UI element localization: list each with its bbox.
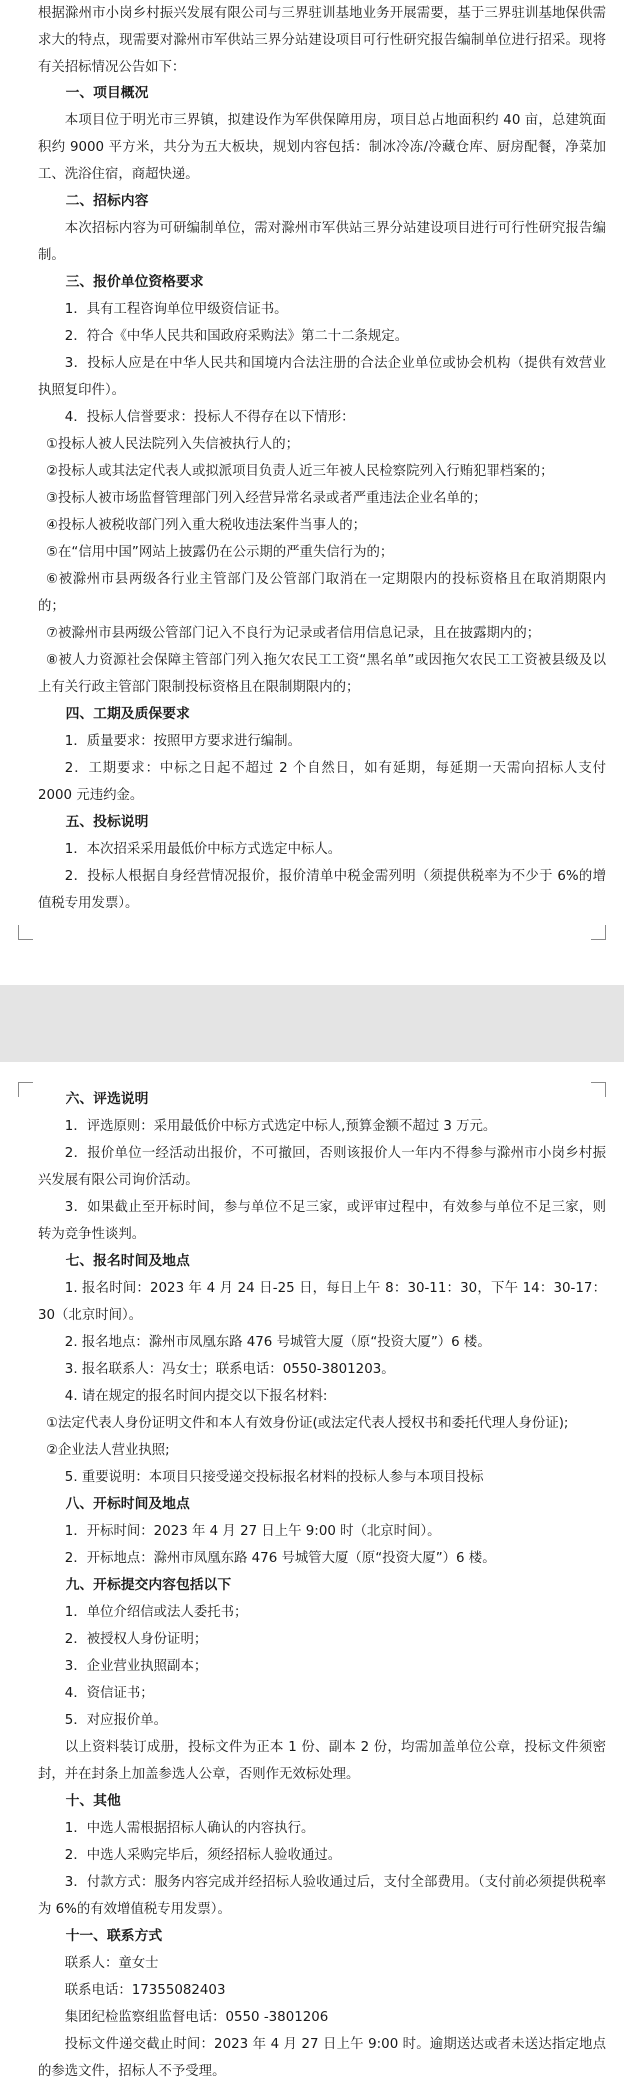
bidding-note-item: 1．本次招采采用最低价中标方式选定中标人。 (64, 842, 342, 857)
registration-material-item: ①法定代表人身份证明文件和本人有效身份证(或法定代表人授权书和委托代理人身份证); (46, 1416, 569, 1431)
registration-item: 2. 报名地点：滁州市凤凰东路 476 号城管大厦（原“投资大厦”）6 楼。 (64, 1335, 491, 1350)
requirement-item: 1．具有工程咨询单位甲级资信证书。 (64, 302, 288, 317)
requirement-item: 2．符合《中华人民共和国政府采购法》第二十二条规定。 (64, 329, 409, 344)
credit-condition-item: ①投标人被人民法院列入失信被执行人的； (46, 437, 300, 452)
supervision-phone: 集团纪检监察组监督电话：0550 -3801206 (64, 2010, 329, 2025)
evaluation-item: 3．如果截止至开标时间，参与单位不足三家，或评审过程中，有效参与单位不足三家，则转为竞争性谈判。 (38, 1200, 606, 1242)
submission-item: 3．企业营业执照副本； (64, 1659, 208, 1674)
schedule-item: 2．工期要求：中标之日起不超过 2 个自然日，如有延期，每延期一天需向招标人支付 2000 元违约金。 (38, 761, 606, 803)
project-overview-paragraph: 本项目位于明光市三界镇，拟建设作为军供保障用房，项目总占地面积约 40 亩，总建筑面积约 9000 平方米，共分为五大板块，规划内容包括：制冰冷冻/冷藏仓库、厨房配餐，净菜加工、洗浴住宿，商超快递。 (38, 113, 606, 182)
requirement-item: 4．投标人信誉要求：投标人不得存在以下情形： (64, 410, 355, 425)
credit-condition-item: ②投标人或其法定代表人或拟派项目负责人近三年被人民检察院列入行贿犯罪档案的； (46, 464, 554, 479)
opening-item: 1．开标时间：2023 年 4 月 27 日上午 9:00 时（北京时间）。 (64, 1524, 441, 1539)
other-item: 2．中选人采购完毕后，须经招标人验收通过。 (64, 1848, 342, 1863)
contact-phone: 联系电话：17355082403 (64, 1983, 226, 1998)
section-heading-11: 十一、联系方式 (65, 1928, 163, 1944)
credit-condition-item: ⑦被滁州市县两级公管部门记入不良行为记录或者信用信息记录，且在披露期内的； (46, 626, 541, 641)
contact-person: 联系人：童女士 (64, 1956, 159, 1971)
credit-condition-item: ③投标人被市场监督管理部门列入经营异常名录或者严重违法企业名单的； (46, 491, 487, 506)
tender-content-paragraph: 本次招标内容为可研编制单位，需对滁州市军供站三界分站建设项目进行可行性研究报告编制。 (38, 221, 606, 263)
requirement-item: 3．投标人应是在中华人民共和国境内合法注册的合法企业单位或协会机构（提供有效营业执照复印件）。 (38, 356, 606, 398)
page-corner-mark (591, 925, 606, 940)
intro-paragraph: 根据滁州市小岗乡村振兴发展有限公司与三界驻训基地业务开展需要，基于三界驻训基地保供需求大的特点，现需要对滁州市军供站三界分站建设项目可行性研究报告编制单位进行招采。现将有关招标情况公告如下： (38, 6, 606, 75)
page-corner-mark (591, 1082, 606, 1097)
submission-item: 2．被授权人身份证明； (64, 1632, 208, 1647)
submission-item: 5．对应报价单。 (64, 1713, 168, 1728)
other-item: 3．付款方式：服务内容完成并经招标人验收通过后，支付全部费用。（支付前必须提供税率为 6%的有效增值税专用发票）。 (38, 1875, 606, 1917)
section-heading-10: 十、其他 (65, 1793, 121, 1809)
registration-item: 4. 请在规定的报名时间内提交以下报名材料: (64, 1389, 328, 1404)
section-heading-5: 五、投标说明 (65, 814, 149, 830)
other-item: 1．中选人需根据招标人确认的内容执行。 (64, 1821, 315, 1836)
submission-item: 1．单位介绍信或法人委托书； (64, 1605, 248, 1620)
page-corner-mark (18, 925, 33, 940)
registration-material-item: ②企业法人营业执照; (46, 1443, 170, 1458)
document-page-2 (0, 1062, 624, 2096)
section-heading-1: 一、项目概况 (65, 85, 149, 101)
page-corner-mark (18, 1082, 33, 1097)
section-heading-4: 四、工期及质保要求 (65, 706, 190, 722)
credit-condition-item: ④投标人被税收部门列入重大税收违法案件当事人的； (46, 518, 367, 533)
evaluation-item: 1．评选原则：采用最低价中标方式选定中标人,预算金额不超过 3 万元。 (64, 1119, 497, 1134)
section-heading-8: 八、开标时间及地点 (65, 1496, 190, 1512)
submission-item: 4．资信证书； (64, 1686, 154, 1701)
registration-item: 5. 重要说明：本项目只接受递交投标报名材料的投标人参与本项目投标 (64, 1470, 484, 1485)
document-page-1 (0, 0, 624, 985)
deadline-notice: 投标文件递交截止时间：2023 年 4 月 27 日上午 9:00 时。逾期送达或者未送达指定地点的参选文件，招标人不予受理。 (38, 2037, 606, 2079)
section-heading-3: 三、报价单位资格要求 (65, 274, 204, 290)
credit-condition-item: ⑥被滁州市县两级各行业主管部门及公管部门取消在一定期限内的投标资格且在取消期限内的； (38, 572, 606, 614)
section-heading-7: 七、报名时间及地点 (65, 1253, 190, 1269)
bidding-note-item: 2．投标人根据自身经营情况报价，报价清单中税金需列明（须提供税率为不少于 6%的增值税专用发票）。 (38, 869, 606, 911)
opening-item: 2．开标地点：滁州市凤凰东路 476 号城管大厦（原“投资大厦”）6 楼。 (64, 1551, 496, 1566)
section-heading-2: 二、招标内容 (65, 193, 149, 209)
submission-note: 以上资料装订成册，投标文件为正本 1 份、副本 2 份，均需加盖单位公章，投标文件须密封，并在封条上加盖参选人公章，否则作无效标处理。 (38, 1740, 606, 1782)
section-heading-9: 九、开标提交内容包括以下 (65, 1577, 232, 1593)
section-heading-6: 六、评选说明 (65, 1091, 149, 1107)
credit-condition-item: ⑤在“信用中国”网站上披露仍在公示期的严重失信行为的； (46, 545, 394, 560)
registration-item: 1. 报名时间：2023 年 4 月 24 日-25 日，每日上午 8：30-11：30，下午 14：30-17：30（北京时间）。 (38, 1281, 606, 1323)
evaluation-item: 2．报价单位一经活动出报价，不可撤回，否则该报价人一年内不得参与滁州市小岗乡村振兴发展有限公司询价活动。 (38, 1146, 606, 1188)
schedule-item: 1．质量要求：按照甲方要求进行编制。 (64, 734, 301, 749)
page-separator (0, 985, 624, 1062)
credit-condition-item: ⑧被人力资源社会保障主管部门列入拖欠农民工工资“黑名单”或因拖欠农民工工资被县级及以上有关行政主管部门限制投标资格且在限制期限内的； (38, 653, 606, 695)
registration-item: 3. 报名联系人：冯女士；联系电话：0550-3801203。 (64, 1362, 395, 1377)
